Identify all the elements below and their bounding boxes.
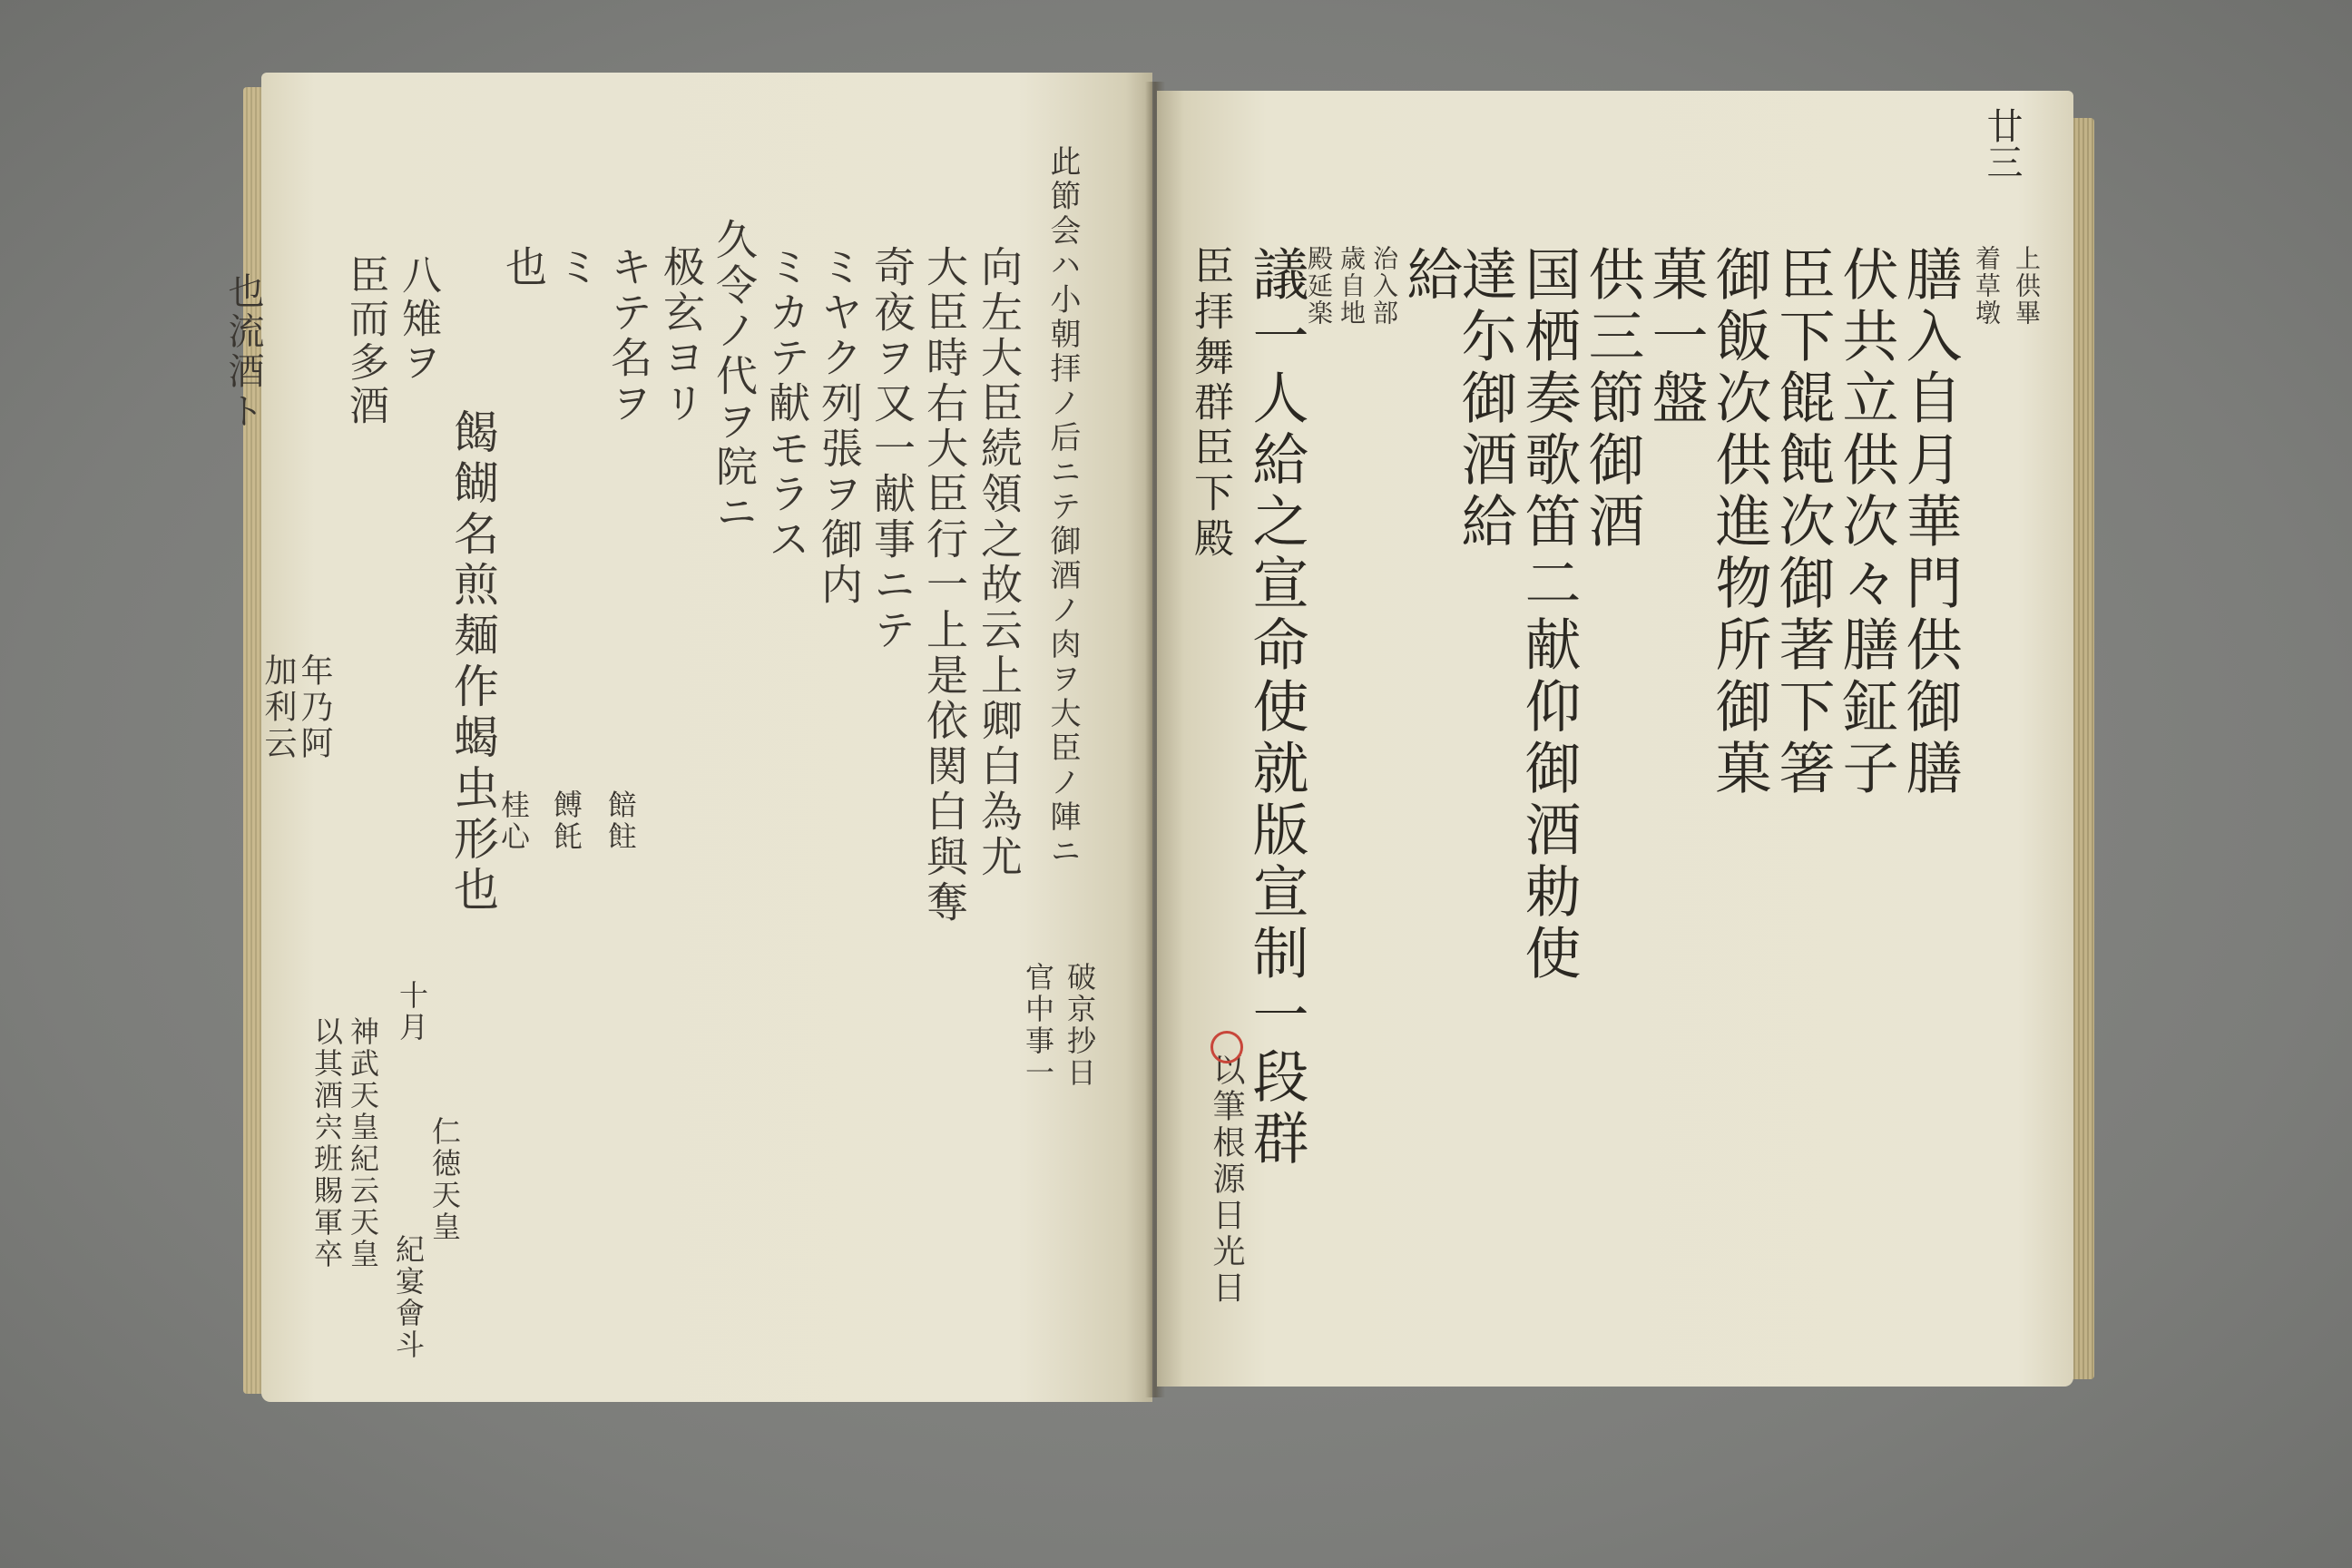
left-gloss-3: 餢飳 — [603, 789, 638, 853]
left-col-13: 八雉ヲ — [395, 254, 441, 385]
left-gloss-2: 餺飥 — [549, 789, 583, 853]
left-col-17: 也流酒ト — [222, 272, 264, 432]
right-main-col-7: 国栖奏歌笛二献仰御酒勅使 — [1515, 245, 1582, 985]
left-col-8: 极玄ヨリ — [657, 245, 706, 426]
left-annotation-6: 仁徳天皇 — [427, 1116, 462, 1243]
right-main-col-4: 御飯次供進物所御菓 — [1706, 245, 1772, 800]
right-main-col-5: 菓一盤 — [1642, 245, 1709, 430]
left-gloss-1: 桂心 — [496, 789, 531, 853]
right-main-col-8: 達尓御酒給 — [1452, 245, 1518, 554]
right-main-col-2: 伏共立供次々膳鉦子 — [1833, 245, 1899, 800]
right-small-col-3: 治入部 — [1369, 245, 1399, 327]
left-col-1: 此節会ハ小朝拝ノ后ニテ御酒ノ肉ヲ大臣ノ陣ニ — [1044, 145, 1081, 869]
right-main-col-9: 給 — [1397, 245, 1464, 307]
left-col-6: ミカテ献モラス — [762, 245, 811, 563]
left-col-16: 加利云 — [260, 653, 297, 762]
left-col-3: 大臣時右大臣行一上是依関白與奪 — [920, 245, 969, 926]
left-annotation-4: 以其酒宍班賜軍卒 — [309, 1016, 344, 1270]
left-annotation-1: 破京抄日 — [1063, 962, 1097, 1089]
page-edges-right — [2071, 118, 2094, 1379]
right-small-col-1: 上供畢 — [2012, 245, 2042, 327]
right-small-col-5: 殿延楽 — [1304, 245, 1334, 327]
left-col-9: キテ名ヲ — [604, 245, 653, 426]
left-page — [222, 73, 1152, 1402]
right-page — [1157, 91, 2073, 1387]
folio-number: 廿三 — [1981, 107, 2023, 180]
left-annotation-7: 紀宴會斗 — [391, 1234, 426, 1361]
left-annotation-5: 十月 — [395, 980, 429, 1044]
left-col-5: ミヤク列張ヲ御内 — [815, 245, 864, 608]
right-main-col-10: 議一人給之宣命使就版宣制一段群 — [1243, 245, 1309, 1171]
left-col-15: 年乃阿 — [296, 653, 333, 762]
right-small-col-4: 歳自地 — [1337, 245, 1367, 327]
red-circle-mark — [1210, 1031, 1243, 1063]
left-col-10: ミ — [552, 245, 601, 290]
right-note-1: 以筆根源日光日 — [1208, 1053, 1245, 1307]
right-main-col-1: 膳入自月華門供御膳 — [1896, 245, 1963, 800]
right-main-col-3: 臣下餛飩次御著下箸 — [1769, 245, 1836, 800]
left-col-4: 奇夜ヲ又一献事ニテ — [867, 245, 916, 653]
left-col-2: 向左大臣続領之故云上卿白為尤 — [975, 245, 1024, 880]
left-col-7: 久令ノ代ヲ院ニ — [710, 218, 759, 535]
left-col-11: 也 — [499, 245, 548, 290]
left-annotation-2: 官中事一 — [1021, 962, 1055, 1089]
right-main-col-6: 供三節御酒 — [1579, 245, 1645, 554]
left-col-12: 餲餬名煎麺作蝎虫形也 — [446, 408, 499, 916]
left-annotation-3: 神武天皇紀云天皇 — [346, 1016, 380, 1270]
right-main-col-11: 臣拝舞群臣下殿 — [1187, 245, 1233, 563]
right-small-col-2: 着草墩 — [1972, 245, 2002, 327]
left-col-14: 臣而多酒 — [342, 254, 388, 428]
